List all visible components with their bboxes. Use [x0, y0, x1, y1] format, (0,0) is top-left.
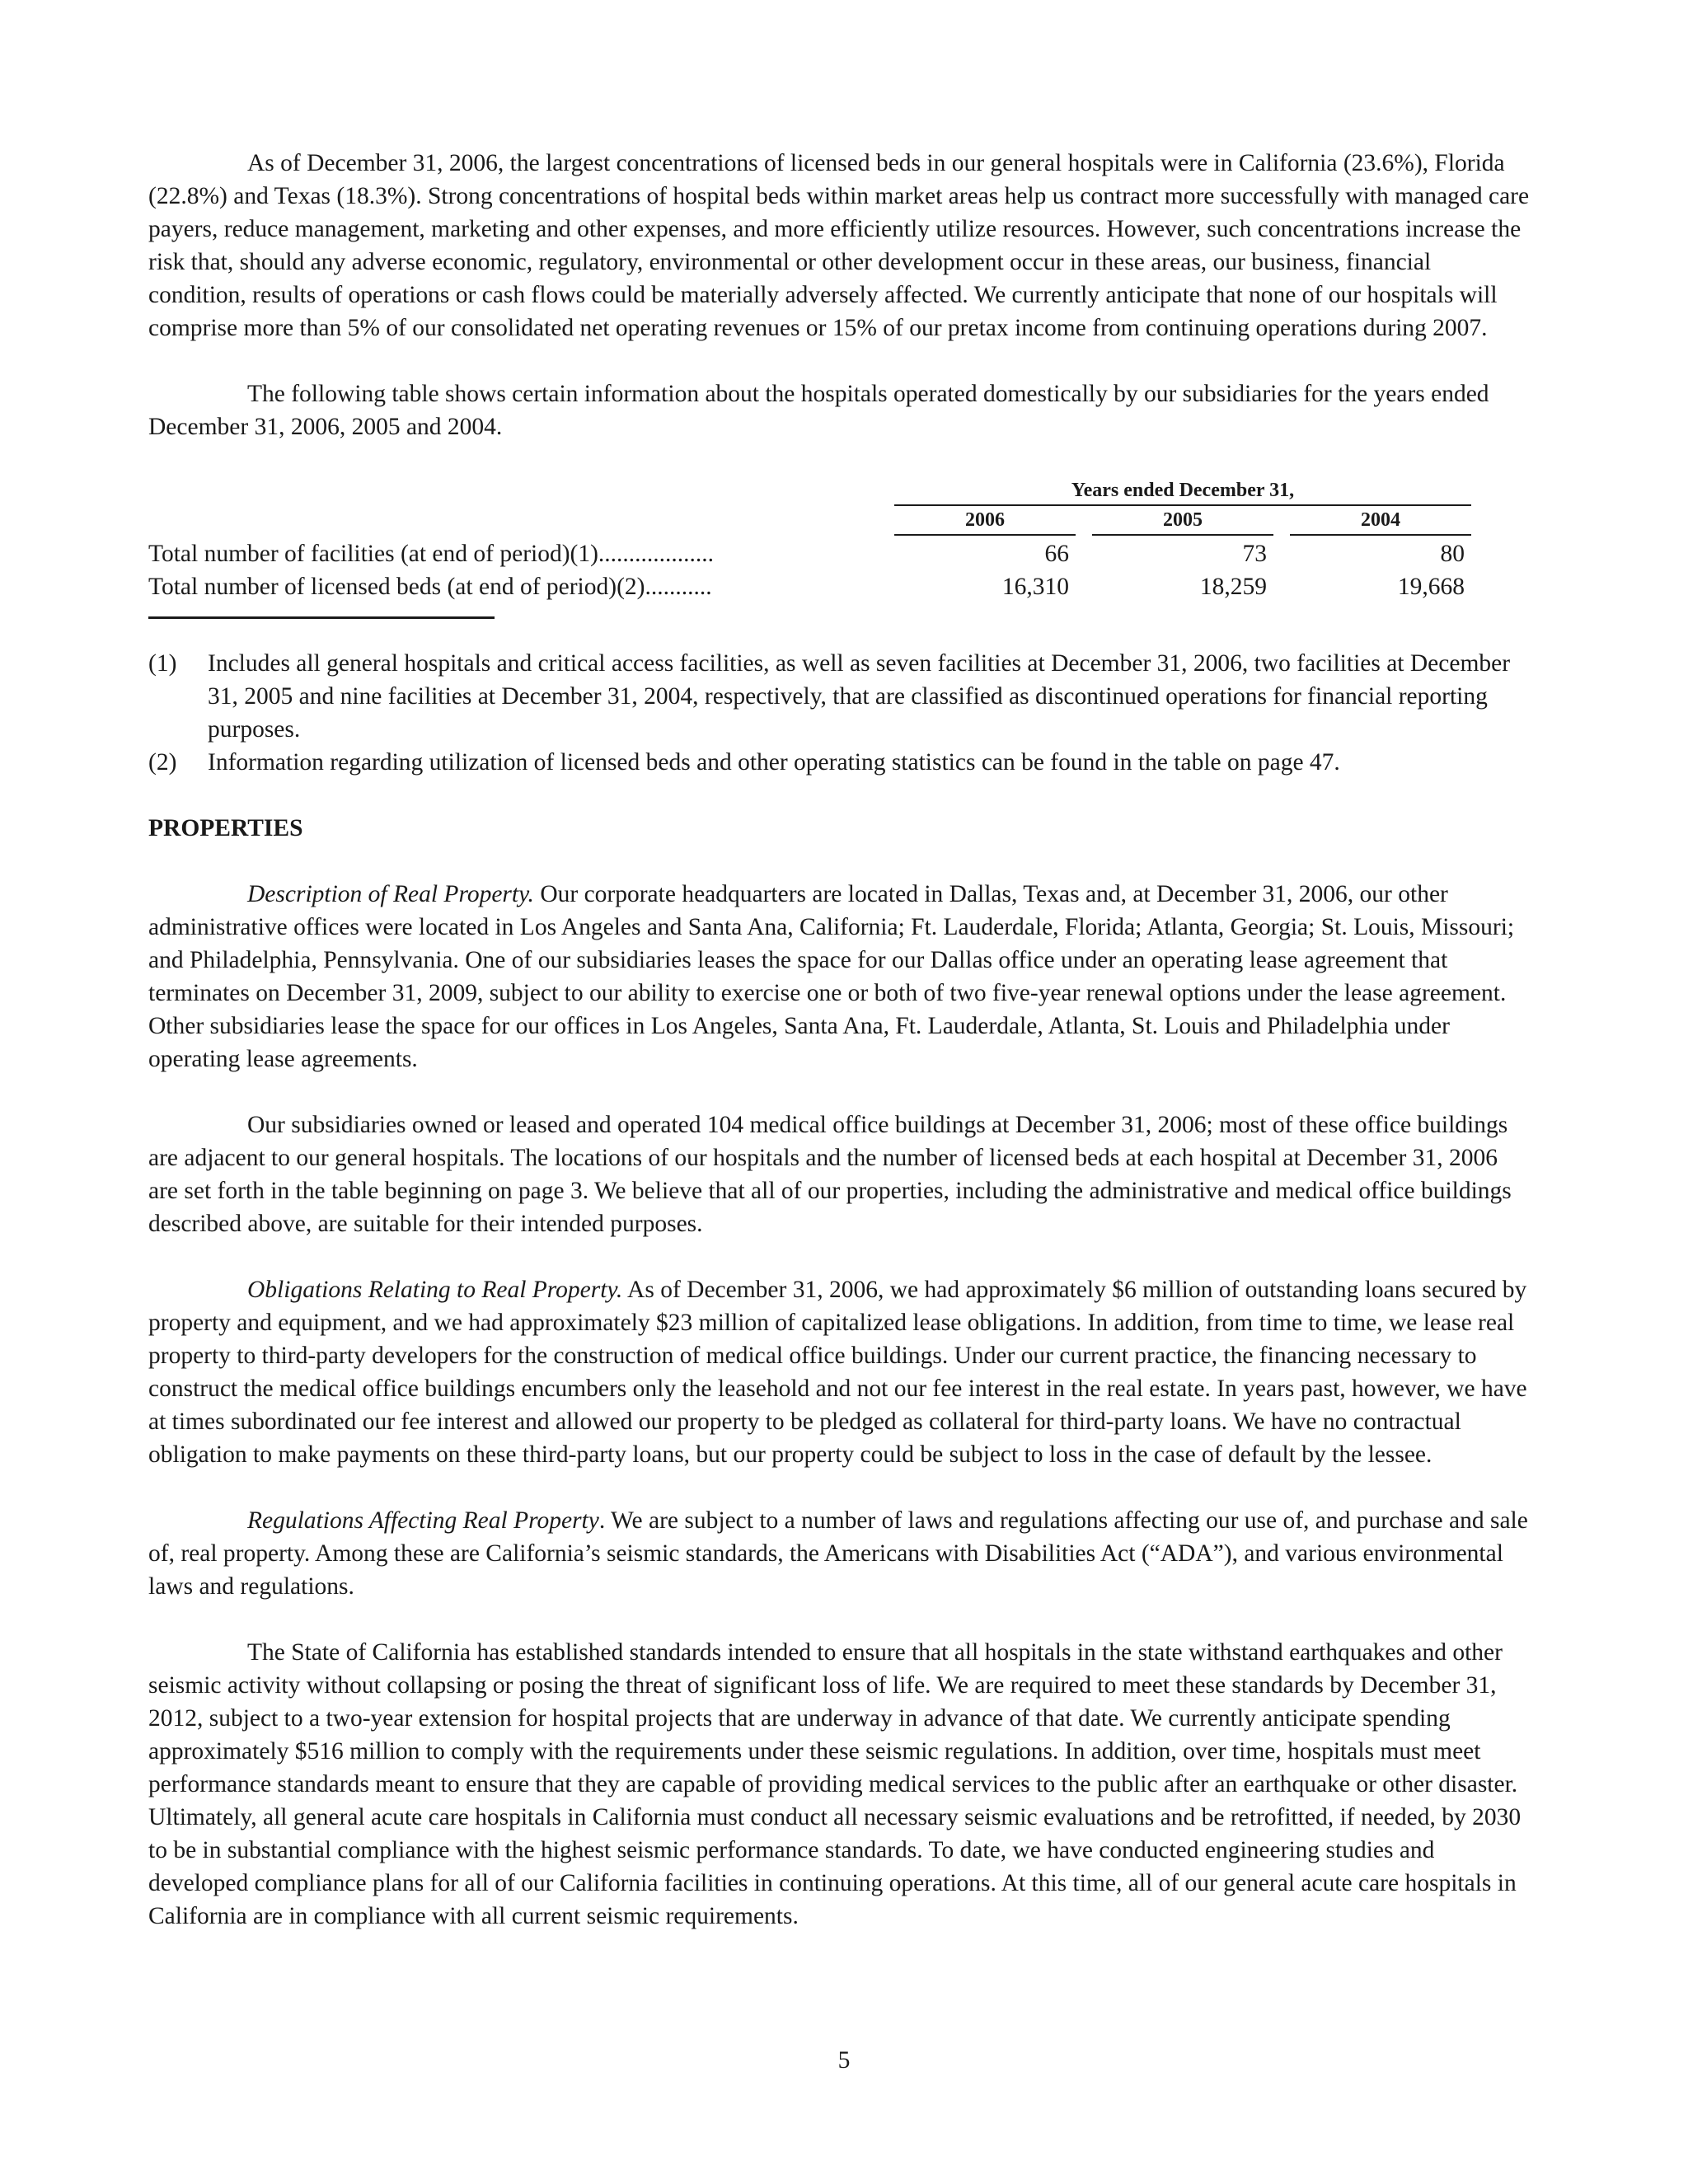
- paragraph-title: Obligations Relating to Real Property.: [247, 1277, 623, 1303]
- footnote-text: Includes all general hospitals and critical access facilities, as well as seven facilities at December 31, 2006, two facilities at December 31, 2005 and nine facilities at December 31, 2004, respectively, that are classified as discontinued operations for financial reporting purposes.: [208, 650, 1511, 743]
- row-label: Total number of licensed beds (at end of period)(2)...........: [148, 574, 712, 600]
- hospitals-table: [148, 478, 1533, 602]
- paragraph-table-intro: The following table shows certain information about the hospitals operated domestically by our subsidiaries for the years ended December 31, 2006, 2005 and 2004.: [148, 381, 1489, 440]
- paragraph-regulations-real-property: [148, 1504, 1533, 1603]
- footnote-number: (1): [148, 650, 177, 677]
- cell-value: 73: [1242, 541, 1267, 567]
- table-row-facilities: [148, 537, 1471, 570]
- paragraph-description-real-property: [148, 878, 1533, 1076]
- cell-value: 18,259: [1199, 574, 1267, 600]
- footnote-number: (2): [148, 749, 177, 776]
- paragraph-body: As of December 31, 2006, we had approximately $6 million of outstanding loans secured by property and equipment, and we had approximately $23 million of capitalized lease obligations. In addition, from time to time, we lease real property to third-party developers for the construction of medical office buildings. Under our current practice, the financing necessary to construct the medical office buildings encumbers only the leasehold and not our fee interest in the real estate. In years past, however, we have at times subordinated our fee interest and allowed our property to be pledged as collateral for third-party loans. We have no contractual obligation to make payments on these third-party loans, but our property could be subject to loss in the case of default by the lessee.: [148, 1277, 1527, 1468]
- year-header-2004: 2004: [1290, 508, 1471, 536]
- footnote-2: [148, 746, 1533, 779]
- table-row-licensed-beds: [148, 570, 1471, 603]
- page-number: 5: [837, 2047, 851, 2074]
- cell-value: 16,310: [1001, 574, 1069, 600]
- cell-value: 19,668: [1397, 574, 1465, 600]
- paragraph-title: Regulations Affecting Real Property: [247, 1507, 599, 1534]
- cell-value: 80: [1440, 541, 1465, 567]
- footnote-1: [148, 647, 1533, 746]
- document-page: [148, 147, 1533, 1933]
- paragraph-seismic-standards: The State of California has established standards intended to ensure that all hospitals in the state withstand earthquakes and other seismic activity without collapsing or posing the threat of significant loss of life. We are required to meet these standards by December 31, 2012, subject to a two-year extension for hospital projects that are underway in advance of that date. We currently anticipate spending approximately $516 million to comply with the requirements under these seismic regulations. In addition, over time, hospitals must meet performance standards meant to ensure that they are capable of providing medical services to the public after an earthquake or other disaster. Ultimately, all general acute care hospitals in California must conduct all necessary seismic evaluations and be retrofitted, if needed, by 2030 to be in substantial compliance with the highest seismic performance standards. To date, we have conducted engineering studies and developed compliance plans for all of our California facilities in continuing operations. At this time, all of our general acute care hospitals in California are in compliance with all current seismic requirements.: [148, 1639, 1522, 1929]
- section-heading-properties: PROPERTIES: [148, 815, 303, 841]
- paragraph-medical-office-buildings: Our subsidiaries owned or leased and operated 104 medical office buildings at December 31, 2006; most of these office buildings are adjacent to our general hospitals. The locations of our hospitals and the number of licensed beds at each hospital at December 31, 2006 are set forth in the table beginning on page 3. We believe that all of our properties, including the administrative and medical office buildings described above, are suitable for their intended purposes.: [148, 1112, 1512, 1237]
- row-label: Total number of facilities (at end of period)(1)...................: [148, 541, 715, 567]
- year-header-2006: 2006: [894, 508, 1076, 536]
- paragraph-body: . We are subject to a number of laws and regulations affecting our use of, and purchase and sale of, real property. Among these are California’s seismic standards, the Americans with Disabilities Act (“ADA”), and various environmental laws and regulations.: [148, 1507, 1528, 1600]
- paragraph-body: Our corporate headquarters are located in Dallas, Texas and, at December 31, 2006, our other administrative offices were located in Los Angeles and Santa Ana, California; Ft. Lauderdale, Florida; Atlanta, Georgia; St. Louis, Missouri; and Philadelphia, Pennsylvania. One of our subsidiaries leases the space for our Dallas office under an operating lease agreement that terminates on December 31, 2009, subject to our ability to exercise one or both of two five-year renewal options under the lease agreement. Other subsidiaries lease the space for our offices in Los Angeles, Santa Ana, Ft. Lauderdale, Atlanta, St. Louis and Philadelphia under operating lease agreements.: [148, 881, 1515, 1072]
- paragraph-title: Description of Real Property.: [247, 881, 534, 907]
- year-header-2005: 2005: [1092, 508, 1273, 536]
- table-group-header: Years ended December 31,: [894, 478, 1471, 506]
- paragraph-bed-concentrations: As of December 31, 2006, the largest concentrations of licensed beds in our general hospitals were in California (23.6%), Florida (22.8%) and Texas (18.3%). Strong concentrations of hospital beds within market areas help us contract more successfully with managed care payers, reduce management, marketing and other expenses, and more efficiently utilize resources. However, such concentrations increase the risk that, should any adverse economic, regulatory, environmental or other development occur in these areas, our business, financial condition, results of operations or cash flows could be materially adversely affected. We currently anticipate that none of our hospitals will comprise more than 5% of our consolidated net operating revenues or 15% of our pretax income from continuing operations during 2007.: [148, 150, 1530, 341]
- paragraph-obligations-real-property: [148, 1273, 1533, 1471]
- cell-value: 66: [1044, 541, 1069, 567]
- footnote-text: Information regarding utilization of licensed beds and other operating statistics can be found in the table on page 47.: [208, 749, 1340, 776]
